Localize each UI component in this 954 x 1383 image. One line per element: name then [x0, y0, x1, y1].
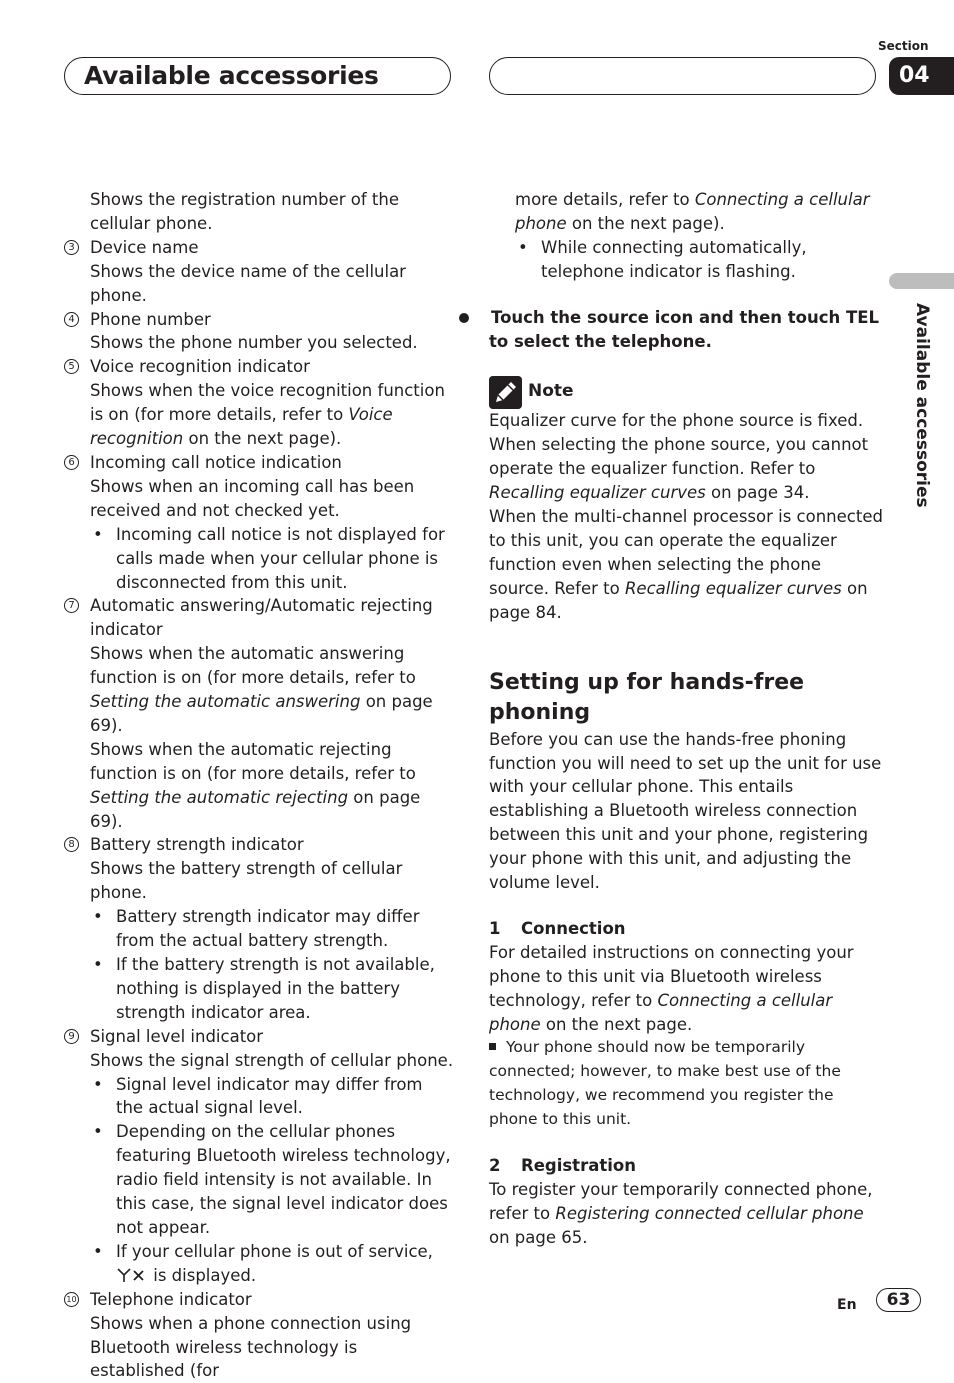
item-title: Telephone indicator: [90, 1289, 252, 1309]
list-item-telephone: [64, 1288, 454, 1383]
item-desc: Shows when the voice recognition function is on (for more details, refer to Voice recognition on the next page).: [90, 381, 445, 449]
list-item-signal: [64, 1025, 454, 1073]
item-desc: Shows when a phone connection using Bluetooth wireless technology is established (for: [90, 1313, 412, 1381]
step-note: Your phone should now be temporarily connected; however, to make best use of the technology, we recommend you register the phone to this unit.: [489, 1038, 841, 1129]
item-desc: Shows when the automatic rejecting function is on (for more details, refer to Setting the automatic rejecting on page 69).: [90, 739, 421, 831]
list-item-incoming-call: [64, 451, 454, 523]
item-number-badge: 7: [64, 598, 79, 613]
item-title: Device name: [90, 237, 199, 257]
item-title: Phone number: [90, 309, 211, 329]
page-number: 63: [876, 1288, 921, 1312]
bullet-item: • Battery strength indicator may differ from the actual battery strength.: [64, 905, 454, 953]
note-heading: [489, 375, 884, 409]
side-tab-bar: [889, 273, 954, 289]
item-number-badge: 10: [64, 1292, 79, 1307]
left-column: [64, 188, 454, 1383]
bullet-item: • Depending on the cellular phones featuring Bluetooth wireless technology, radio field intensity is not available. In this case, the signal level indicator does not appear.: [64, 1120, 454, 1240]
item-number-badge: 6: [64, 455, 79, 470]
item-desc: Shows the device name of the cellular phone.: [90, 261, 406, 305]
list-item-device-name: [64, 236, 454, 308]
bullet-dot-icon: [459, 313, 469, 323]
note-paragraph: Equalizer curve for the phone source is fixed.: [489, 411, 864, 431]
note-paragraph: When selecting the phone source, you cannot operate the equalizer function. Refer to Recalling equalizer curves on page 34.: [489, 435, 869, 503]
touch-instruction: Touch the source icon and then touch TEL to select the telephone.: [489, 306, 884, 354]
pencil-note-icon: [489, 376, 522, 409]
square-bullet-icon: [489, 1043, 496, 1050]
step-heading: 1 Connection: [489, 918, 626, 938]
section-intro: Before you can use the hands-free phoning function you will need to set up the unit for use with your cellular phone. This entails establishing a Bluetooth wireless connection between this unit and your phone, registering your phone with this unit, and adjusting the volume level.: [489, 729, 882, 893]
continued-text: more details, refer to Connecting a cellular phone on the next page).: [515, 190, 870, 233]
bullet-item: • If your cellular phone is out of service, is displayed.: [64, 1240, 454, 1288]
list-item-voice-recognition: [64, 355, 454, 451]
side-tab-label: Available accessories: [912, 303, 932, 508]
note-paragraph: When the multi-channel processor is connected to this unit, you can operate the equalizer function even when selecting the phone source. Refer to Recalling equalizer curves on page 84.: [489, 507, 883, 622]
list-item-battery: [64, 833, 454, 905]
item-number-badge: 5: [64, 359, 79, 374]
item-title: Signal level indicator: [90, 1026, 264, 1046]
list-item-auto-answer: [64, 594, 454, 833]
section-heading: Setting up for hands-free phoning: [489, 669, 805, 725]
header-right-frame: [489, 57, 876, 95]
item-number-badge: 3: [64, 240, 79, 255]
step-text: To register your temporarily connected phone, refer to Registering connected cellular phone on page 65.: [489, 1180, 873, 1247]
item-number-badge: 4: [64, 312, 79, 327]
bullet-item: • Incoming call notice is not displayed for calls made when your cellular phone is disconnected from this unit.: [64, 523, 454, 595]
item-desc: Shows the battery strength of cellular phone.: [90, 859, 403, 903]
item-number-badge: 9: [64, 1029, 79, 1044]
bullet-item: • If the battery strength is not available, nothing is displayed in the battery strength indicator area.: [64, 953, 454, 1025]
item-title: Automatic answering/Automatic rejecting indicator: [90, 596, 433, 640]
step-heading: 2 Registration: [489, 1156, 636, 1176]
item-title: Battery strength indicator: [90, 835, 304, 855]
bullet-item: • While connecting automatically, telephone indicator is flashing.: [489, 236, 884, 284]
bullet-item: • Signal level indicator may differ from the actual signal level.: [64, 1073, 454, 1121]
section-number-tab: 04: [889, 57, 954, 95]
item-title: Incoming call notice indication: [90, 452, 342, 472]
item-desc: Shows the signal strength of cellular phone.: [90, 1050, 454, 1070]
item-desc: Shows the phone number you selected.: [90, 333, 418, 353]
list-item-phone-number: [64, 308, 454, 356]
item-desc: Shows when an incoming call has been received and not checked yet.: [90, 476, 415, 520]
page-title: Available accessories: [84, 61, 379, 90]
item-title: Voice recognition indicator: [90, 357, 310, 377]
language-label: En: [837, 1297, 857, 1313]
step-text: For detailed instructions on connecting your phone to this unit via Bluetooth wireless technology, refer to Connecting a cellular phone on the next page.: [489, 942, 854, 1034]
right-column: [489, 188, 884, 1250]
section-label: Section: [878, 39, 929, 53]
item-number-badge: 8: [64, 837, 79, 852]
no-service-icon: [116, 1267, 148, 1283]
intro-text: Shows the registration number of the cellular phone.: [90, 190, 399, 233]
note-title: Note: [528, 381, 574, 402]
item-desc: Shows when the automatic answering function is on (for more details, refer to Setting the automatic answering on page 69).: [90, 644, 433, 735]
